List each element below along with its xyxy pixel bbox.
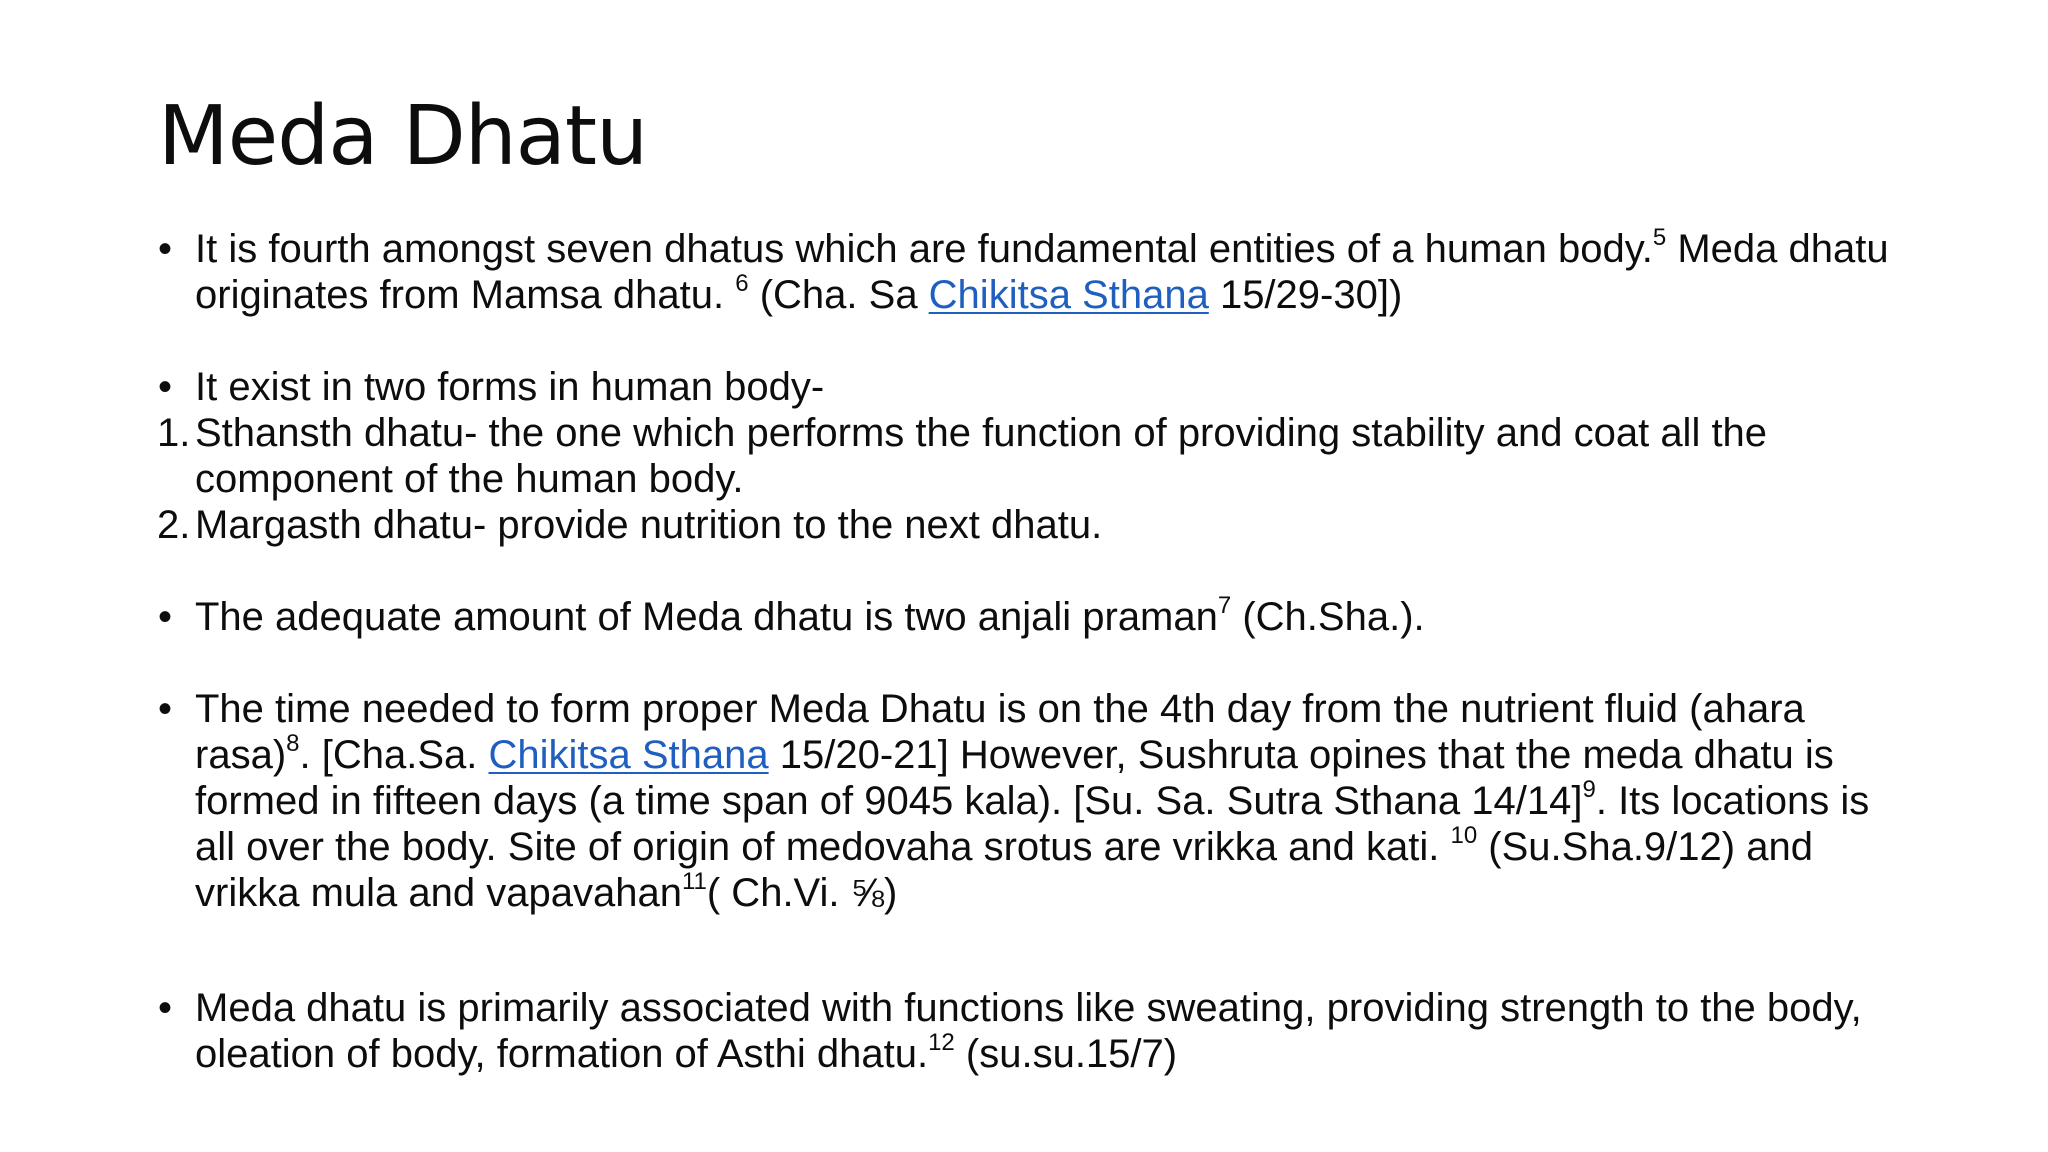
footnote-ref: 6 [735, 270, 749, 297]
text-run: 15/29-30]) [1208, 273, 1403, 317]
bullet-icon: • [158, 365, 173, 409]
number-marker: 2. [157, 503, 191, 547]
item-text: Margasth dhatu- provide nutrition to the next dhatu. [195, 503, 1103, 547]
footnote-ref: 11 [681, 868, 707, 895]
footnote-ref: 10 [1450, 822, 1478, 849]
text-run: . [Cha.Sa. [299, 733, 489, 777]
text-run: The adequate amount of Meda dhatu is two anjali praman [195, 595, 1218, 639]
number-marker: 1. [157, 411, 191, 455]
bullet-icon: • [158, 687, 173, 731]
bullet-item-adequate-amount [157, 594, 1917, 640]
footnote-ref: 5 [1652, 224, 1667, 251]
text-run: ( Ch.Vi. ⅝) [706, 871, 898, 915]
text-run: It is fourth amongst seven dhatus which are fundamental entities of a human body. [195, 227, 1653, 271]
bullet-item-two-forms [157, 364, 1917, 410]
item-text: It exist in two forms in human body- [195, 365, 825, 409]
footnote-ref: 8 [286, 730, 300, 757]
bullet-item-functions [157, 985, 1917, 1077]
slide-body [157, 226, 1917, 1077]
item-text [195, 986, 1862, 1076]
text-run: . Its locations is all over the body. Site of origin of medovaha srotus are vrikka and kati. [195, 779, 1870, 869]
footnote-ref: 12 [928, 1029, 955, 1056]
chikitsa-sthana-link[interactable]: Chikitsa Sthana [488, 733, 769, 777]
item-text [195, 687, 1869, 915]
text-run: Meda dhatu is primarily associated with functions like sweating, providing strength to the body, oleation of body, formation of Asthi dhatu. [195, 986, 1862, 1076]
text-run: (Su.Sha.9/12) and vrikka mula and vapavahan [195, 825, 1813, 915]
slide-title: Meda Dhatu [158, 89, 648, 184]
text-run: The time needed to form proper Meda Dhatu is on the 4th day from the nutrient fluid (ahara rasa) [195, 687, 1805, 777]
bullet-item-fourth-dhatu [157, 226, 1917, 318]
text-run: 15/20-21] However, Sushruta opines that the meda dhatu is formed in fifteen days (a time span of 9045 kala). [Su. Sa. Sutra Sthana 14/14] [195, 733, 1834, 823]
numbered-item-sthansth [157, 410, 1917, 502]
chikitsa-sthana-link[interactable]: Chikitsa Sthana [928, 273, 1209, 317]
bullet-icon: • [158, 595, 173, 639]
item-text: Sthansth dhatu- the one which performs the function of providing stability and coat all the component of the human body. [195, 411, 1768, 501]
text-run: (Cha. Sa [748, 273, 929, 317]
footnote-ref: 9 [1582, 776, 1596, 803]
footnote-ref: 7 [1217, 592, 1232, 619]
bullet-icon: • [158, 986, 173, 1030]
text-run: Meda dhatu originates from Mamsa dhatu. [195, 227, 1889, 317]
text-run: (Ch.Sha.). [1231, 595, 1425, 639]
item-text [195, 224, 1889, 317]
item-text [195, 592, 1425, 639]
text-run: (su.su.15/7) [954, 1032, 1178, 1076]
numbered-item-margasth [157, 502, 1917, 548]
bullet-icon: • [158, 227, 173, 271]
bullet-item-formation-time [157, 686, 1917, 916]
